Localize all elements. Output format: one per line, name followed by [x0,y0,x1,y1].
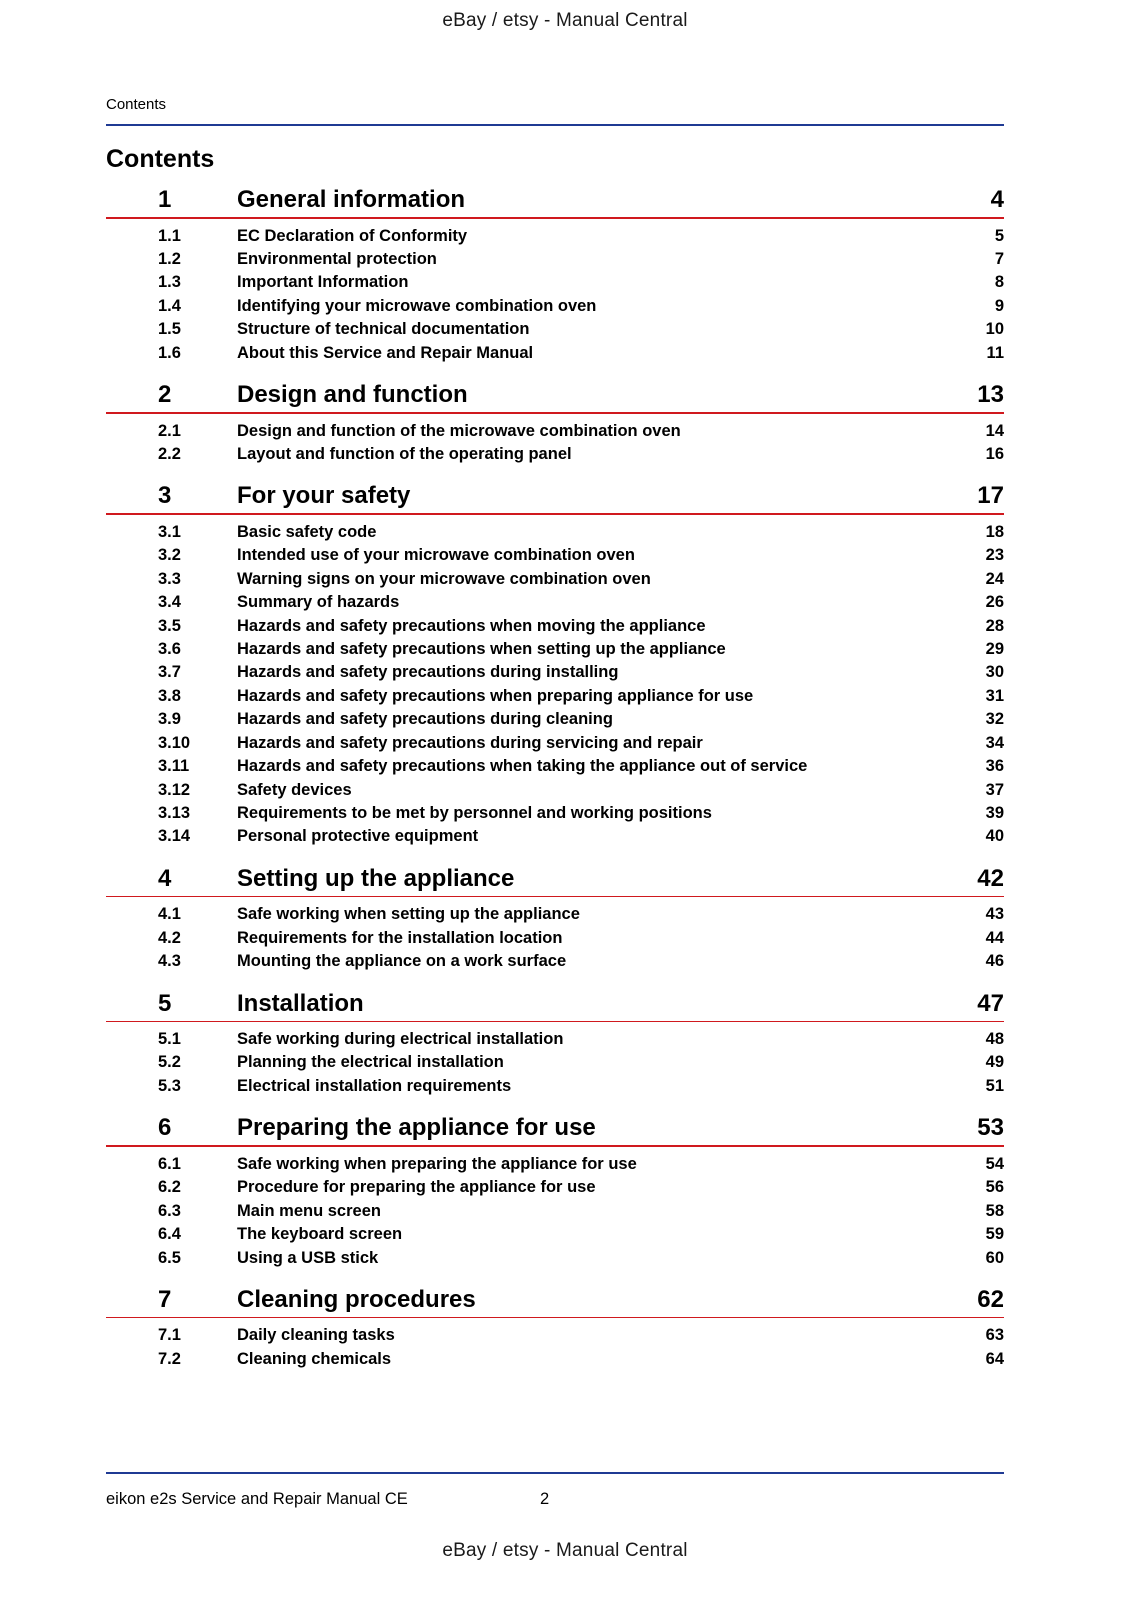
toc-chapter-row[interactable] [106,864,1004,896]
toc-section-title: Warning signs on your microwave combination oven [237,569,651,588]
toc-section-page: 18 [985,522,1004,541]
toc-section-row[interactable] [106,1153,1004,1176]
toc-section-row[interactable] [106,1200,1004,1223]
toc-section-row[interactable] [106,1028,1004,1051]
toc-section-number: 3.5 [158,616,181,635]
toc-section-number: 5.2 [158,1053,181,1072]
toc-chapter-divider [106,1021,1004,1023]
toc-section-title: Safe working during electrical installation [237,1030,564,1049]
header-divider [106,124,1004,126]
toc-section-title: Structure of technical documentation [237,320,530,339]
toc-chapter-row[interactable] [106,1285,1004,1317]
toc-chapter [106,188,1004,383]
toc-section-title: Safe working when preparing the appliance for use [237,1154,637,1173]
toc-chapter [106,989,1004,1117]
toc-chapter-title: General information [237,186,466,213]
toc-section-number: 6.5 [158,1248,181,1267]
toc-section-number: 2.1 [158,421,181,440]
toc-section-page: 23 [985,546,1004,565]
running-header: Contents [106,96,167,113]
toc-chapter-page: 53 [977,1114,1004,1142]
toc-section-row[interactable] [106,927,1004,950]
toc-section-row[interactable] [106,1324,1004,1347]
toc-section-page: 58 [985,1201,1004,1220]
toc-section-title: Basic safety code [237,522,377,541]
toc-section-page: 11 [986,343,1004,362]
toc-chapter [106,1285,1004,1389]
toc-chapter-page: 17 [977,482,1004,510]
toc-chapter-divider [106,896,1004,898]
toc-section-number: 3.2 [158,546,181,565]
watermark-bottom: eBay / etsy - Manual Central [442,1540,688,1561]
toc-section-page: 29 [985,639,1004,658]
toc-chapter-title: Installation [237,989,364,1017]
toc-chapter-page: 13 [977,381,1004,409]
toc-chapter-number: 7 [158,1285,172,1313]
toc-section-row[interactable] [106,779,1004,802]
toc-section-number: 5.1 [158,1030,181,1049]
toc-section-row[interactable] [106,1348,1004,1371]
toc-section-row[interactable] [106,1075,1004,1098]
toc-section-page: 26 [985,593,1004,612]
toc-chapter-row[interactable] [106,188,1004,217]
toc-section-title: Using a USB stick [237,1248,379,1267]
toc-section-page: 60 [985,1248,1004,1267]
toc-chapter [106,864,1004,992]
toc-section-page: 49 [985,1053,1004,1072]
toc-section-title: Intended use of your microwave combination oven [237,546,635,565]
toc-section-number: 1.3 [158,273,181,292]
toc-section-number: 6.2 [158,1178,181,1197]
toc-section-page: 63 [985,1326,1004,1345]
toc-section-page: 31 [985,686,1004,705]
toc-section-page: 48 [985,1030,1004,1049]
toc-section-title: Personal protective equipment [237,827,479,846]
toc-section-number: 4.2 [158,928,181,947]
toc-section-number: 3.10 [158,733,191,752]
toc-section-number: 3.9 [158,710,181,729]
toc-chapter-row[interactable] [106,1116,1004,1145]
toc-section-page: 16 [985,444,1004,463]
toc-section-number: 3.13 [158,803,191,822]
toc-section-page: 54 [985,1154,1004,1173]
toc-chapter-divider [106,412,1004,414]
toc-section-title: The keyboard screen [237,1225,403,1244]
toc-section-row[interactable] [106,1223,1004,1246]
toc-section-number: 1.2 [158,249,181,268]
toc-section-title: Electrical installation requirements [237,1076,512,1095]
toc-section-row[interactable] [106,271,1004,294]
toc-section-number: 3.4 [158,593,181,612]
toc-section-page: 5 [994,226,1004,245]
toc-section-row[interactable] [106,708,1004,731]
toc-section-number: 5.3 [158,1076,181,1095]
toc-section-title: Safe working when setting up the appliance [237,905,580,924]
toc-section-page: 28 [985,616,1004,635]
toc-chapter-number: 5 [158,989,172,1017]
toc-chapter [106,383,1004,484]
toc-section-row[interactable] [106,521,1004,544]
footer-divider [106,1472,1004,1474]
toc-chapter-page: 62 [977,1285,1004,1313]
toc-chapter-number: 3 [158,482,172,510]
toc-section-row[interactable] [106,225,1004,248]
toc-section-title: Summary of hazards [237,593,400,612]
toc-chapter-title: Cleaning procedures [237,1285,476,1313]
toc-section-number: 6.1 [158,1154,181,1173]
toc-section-title: Hazards and safety precautions when setting up the appliance [237,639,726,658]
toc-section-page: 64 [985,1349,1004,1368]
toc-section-title: Hazards and safety precautions when preparing appliance for use [237,686,754,705]
toc-section-number: 3.1 [158,522,181,541]
toc-chapter-page: 47 [977,989,1004,1017]
toc-section-number: 3.8 [158,686,181,705]
toc-section-number: 1.1 [158,226,181,245]
toc-section-title: Requirements for the installation location [237,928,563,947]
toc-section-title: Requirements to be met by personnel and working positions [237,803,712,822]
toc-section-row[interactable] [106,802,1004,825]
toc-section-page: 40 [985,827,1004,846]
toc-section-title: Cleaning chemicals [237,1349,392,1368]
toc-section-number: 2.2 [158,444,181,463]
toc-chapter [106,1116,1004,1288]
toc-section-page: 37 [985,780,1004,799]
footer-manual-title: eikon e2s Service and Repair Manual CE [106,1490,408,1508]
toc-section-page: 7 [994,249,1004,268]
toc-section-page: 44 [985,928,1004,947]
toc-section-title: Hazards and safety precautions when moving the appliance [237,616,706,635]
toc-section-title: Planning the electrical installation [237,1053,504,1072]
toc-section-number: 6.3 [158,1201,181,1220]
toc-chapter-page: 4 [990,186,1004,213]
toc-chapter-spacer [106,1371,1004,1389]
toc-section-row[interactable] [106,342,1004,365]
toc-section-row[interactable] [106,950,1004,973]
toc-section-title: Hazards and safety precautions during cleaning [237,710,613,729]
toc-section-row[interactable] [106,1247,1004,1270]
toc-section-number: 3.14 [158,827,191,846]
toc-section-page: 34 [985,733,1004,752]
toc-chapter-spacer [106,974,1004,992]
toc-section-row[interactable] [106,318,1004,341]
toc-section-row[interactable] [106,295,1004,318]
toc-section-number: 7.2 [158,1349,181,1368]
toc-section-number: 1.6 [158,343,181,362]
toc-section-title: Hazards and safety precautions when taking the appliance out of service [237,757,808,776]
toc-chapter-divider [106,513,1004,515]
toc-section-number: 4.3 [158,952,181,971]
toc-section-page: 24 [985,569,1004,588]
toc-chapter-number: 2 [158,381,172,409]
toc-chapter-row[interactable] [106,989,1004,1021]
toc-section-number: 3.3 [158,569,181,588]
toc-section-page: 14 [985,421,1004,440]
toc-section-row[interactable] [106,825,1004,848]
toc-chapter-row[interactable] [106,383,1004,412]
toc-section-row[interactable] [106,568,1004,591]
toc-section-title: EC Declaration of Conformity [237,226,468,245]
toc-section-row[interactable] [106,903,1004,926]
toc-chapter-divider [106,1317,1004,1319]
toc-section-title: Design and function of the microwave combination oven [237,421,681,440]
toc-section-page: 8 [994,273,1004,292]
toc-section-page: 51 [985,1076,1004,1095]
toc-section-page: 43 [985,905,1004,924]
toc-section-number: 1.5 [158,320,181,339]
toc-section-page: 36 [985,757,1004,776]
toc-section-number: 3.7 [158,663,181,682]
toc-section-title: Important Information [237,273,409,292]
toc-chapter-title: Design and function [237,381,468,409]
toc-section-title: Procedure for preparing the appliance for use [237,1178,596,1197]
toc-section-title: About this Service and Repair Manual [237,343,534,362]
toc-chapter-divider [106,217,1004,219]
toc-section-title: Hazards and safety precautions during servicing and repair [237,733,703,752]
toc-section-page: 30 [985,663,1004,682]
toc-chapter-number: 4 [158,864,172,892]
toc-section-title: Main menu screen [237,1201,381,1220]
toc-section-title: Identifying your microwave combination oven [237,296,597,315]
toc-section-number: 3.11 [158,757,190,776]
toc-section-number: 3.12 [158,780,191,799]
toc-section-row[interactable] [106,755,1004,778]
toc-section-row[interactable] [106,420,1004,443]
toc-section-row[interactable] [106,615,1004,638]
toc-section-page: 39 [985,803,1004,822]
toc-section-row[interactable] [106,443,1004,466]
toc-section-title: Mounting the appliance on a work surface [237,952,567,971]
toc-section-row[interactable] [106,638,1004,661]
toc-section-number: 4.1 [158,905,181,924]
toc-chapter-number: 6 [158,1114,172,1142]
toc-chapter-page: 42 [977,864,1004,892]
toc-section-title: Layout and function of the operating panel [237,444,572,463]
toc-section-page: 56 [985,1178,1004,1197]
toc-section-row[interactable] [106,544,1004,567]
toc-section-page: 59 [985,1225,1004,1244]
watermark-top: eBay / etsy - Manual Central [442,10,688,31]
toc-chapter-title: Setting up the appliance [237,864,515,892]
toc-chapter-divider [106,1145,1004,1147]
toc-section-row[interactable] [106,661,1004,684]
toc-section-page: 10 [985,320,1004,339]
toc-section-title: Environmental protection [237,249,437,268]
toc-chapter-title: Preparing the appliance for use [237,1114,596,1142]
page-title: Contents [106,145,215,173]
toc-chapter-number: 1 [158,186,172,213]
toc-section-row[interactable] [106,591,1004,614]
toc-section-title: Hazards and safety precautions during installing [237,663,619,682]
toc-section-number: 3.6 [158,639,181,658]
toc-section-title: Safety devices [237,780,352,799]
toc-section-row[interactable] [106,732,1004,755]
toc-chapter [106,484,1004,866]
toc-section-page: 32 [985,710,1004,729]
table-of-contents [106,188,1004,1389]
toc-section-number: 6.4 [158,1225,181,1244]
toc-section-row[interactable] [106,1051,1004,1074]
toc-section-row[interactable] [106,685,1004,708]
toc-section-row[interactable] [106,248,1004,271]
toc-chapter-row[interactable] [106,484,1004,513]
toc-section-page: 46 [985,952,1004,971]
toc-section-number: 7.1 [158,1326,181,1345]
toc-section-row[interactable] [106,1176,1004,1199]
toc-section-title: Daily cleaning tasks [237,1326,395,1345]
toc-chapter-title: For your safety [237,482,411,510]
footer-page-number: 2 [540,1490,550,1508]
toc-section-number: 1.4 [158,296,181,315]
toc-section-page: 9 [994,296,1004,315]
